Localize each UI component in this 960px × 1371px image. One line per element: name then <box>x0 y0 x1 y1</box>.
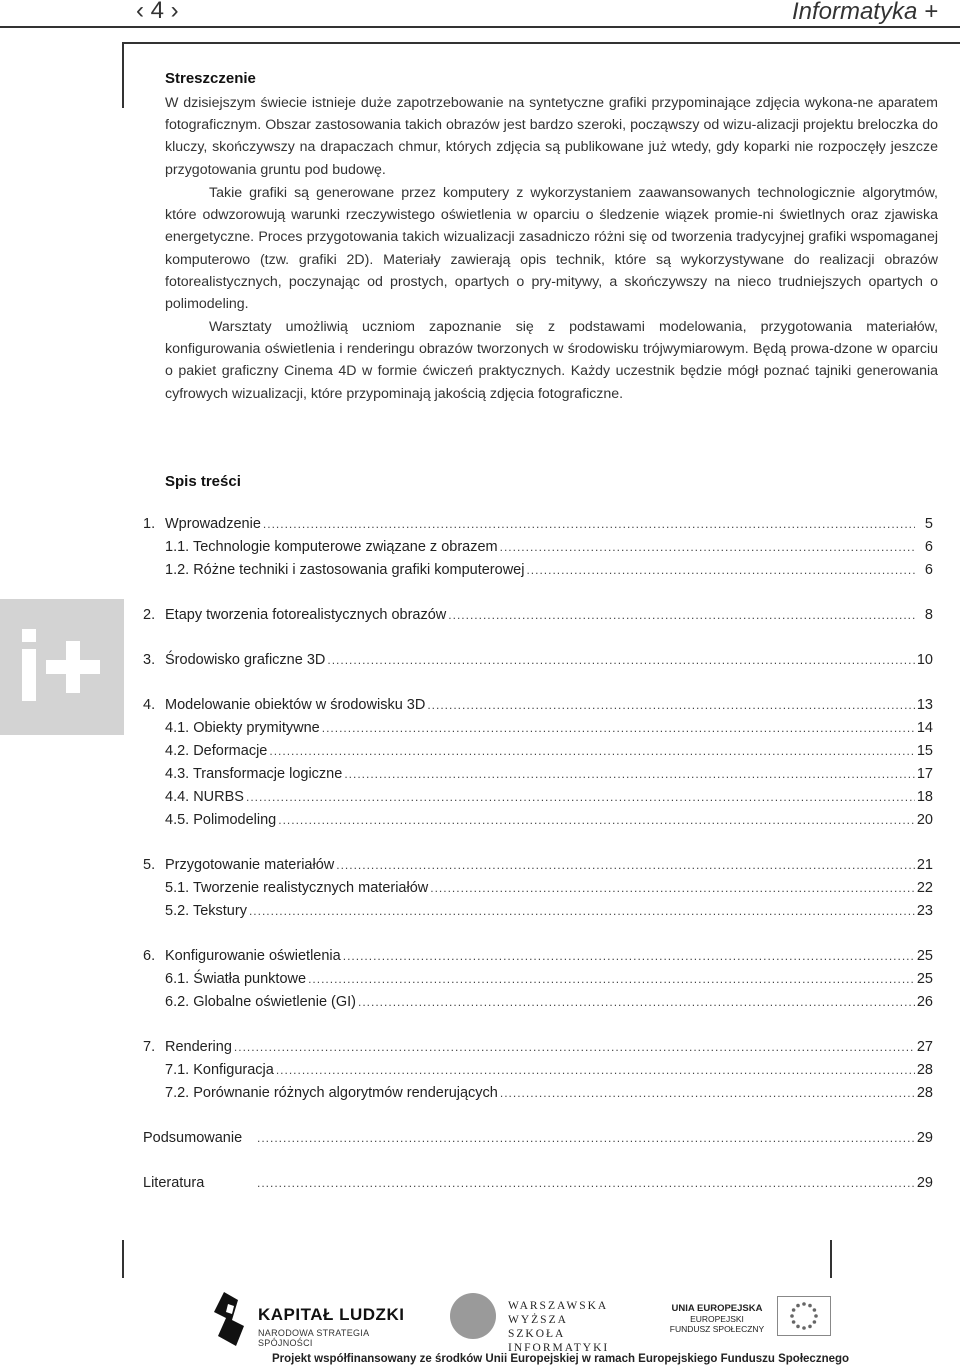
toc-entry-title: Środowisko graficzne 3D <box>165 652 326 668</box>
toc-entry-leader <box>500 540 915 554</box>
toc-entry <box>143 994 933 1016</box>
toc-entry-number: 4. <box>143 697 156 713</box>
kapital-ludzki-mark-icon <box>210 1290 252 1348</box>
toc-entry <box>143 1130 933 1152</box>
footer-logos <box>210 1290 830 1354</box>
wwsi-line-3: INFORMATYKI <box>508 1342 610 1354</box>
toc-entry-leader <box>336 858 915 872</box>
toc-entry-page: 28 <box>916 1062 933 1078</box>
toc-entry-leader <box>249 904 915 918</box>
toc-entry-leader <box>269 744 915 758</box>
footer-rule-right <box>830 1240 832 1278</box>
toc-entry-page: 26 <box>916 994 933 1010</box>
toc-entry <box>143 562 933 584</box>
toc-entry-title: Etapy tworzenia fotorealistycznych obrazów <box>165 607 447 623</box>
wwsi-logo <box>450 1290 610 1354</box>
toc-entry-number: 6. <box>143 948 156 964</box>
toc-entry-title: Literatura <box>143 1175 205 1191</box>
frame-rule-left <box>122 42 124 108</box>
toc-entry-leader <box>308 972 915 986</box>
toc-entry-number: 5. <box>143 857 156 873</box>
toc-entry-leader <box>234 1040 915 1054</box>
side-logo-block <box>0 599 124 735</box>
toc-entry-title: 7.2. Porównanie różnych algorytmów renderujących <box>165 1085 498 1101</box>
toc-entry-leader <box>322 721 915 735</box>
toc-entry-page: 6 <box>924 539 933 555</box>
toc-entry-leader <box>344 767 915 781</box>
toc-entry-leader <box>358 995 915 1009</box>
toc-entry-page: 28 <box>916 1085 933 1101</box>
toc-entry-page: 25 <box>916 948 933 964</box>
toc-entry-page: 15 <box>916 743 933 759</box>
toc-entry <box>143 607 933 629</box>
page-header <box>0 0 960 28</box>
toc-entry <box>143 971 933 993</box>
toc-entry-leader <box>278 813 915 827</box>
toc-entry-page: 14 <box>916 720 933 736</box>
toc-entry <box>143 948 933 970</box>
summary-paragraph-3: Warsztaty umożliwią uczniom zapoznanie się z podstawami modelowania, przygotowania materiałów, konfigurowania oświetlenia i renderingu obrazów tworzonych w środowisku trójwymiarowym. Będą prowa-dzone w oparciu o pakiet graficzny Cinema 4D w formie ćwiczeń praktycznych. Każdy uczestnik będzie mógł poznać tajniki generowania cyfrowych wizualizacji, które przypominają jakością zdjęcia fotograficzne. <box>165 319 938 402</box>
toc-entry-title: 5.1. Tworzenie realistycznych materiałów <box>165 880 429 896</box>
toc-entry-page: 29 <box>916 1175 933 1191</box>
toc-entry-title: 4.3. Transformacje logiczne <box>165 766 343 782</box>
toc-entry <box>143 652 933 674</box>
toc-entry-title: 6.2. Globalne oświetlenie (GI) <box>165 994 357 1010</box>
eu-line-2: EUROPEJSKI <box>690 1314 744 1324</box>
toc-entry-page: 18 <box>916 789 933 805</box>
kapital-ludzki-logo <box>210 1290 420 1350</box>
toc-entry-leader <box>257 1131 915 1145</box>
footer-caption: Projekt współfinansowany ze środków Unii Europejskiej w ramach Europejskiego Funduszu Społecznego <box>272 1353 850 1365</box>
eu-logo <box>665 1296 835 1346</box>
wwsi-line-2: WYŻSZA SZKOŁA <box>508 1314 568 1340</box>
toc-entry <box>143 903 933 925</box>
wwsi-line-1: WARSZAWSKA <box>508 1300 609 1312</box>
toc-entry-leader <box>246 790 915 804</box>
toc-entry-title: Rendering <box>165 1039 232 1055</box>
toc-entry <box>143 1039 933 1061</box>
summary-title: Streszczenie <box>165 70 256 87</box>
toc-entry-leader <box>427 698 915 712</box>
summary-paragraph-2: Takie grafiki są generowane przez komputery z wykorzystaniem zaawansowanych technologicznie algorytmów, które odwzorowują warunki rzeczywistego oświetlenia w oparciu o śledzenie wiązek promie-ni świetlnych oraz zjawiska energetyczne. Proces przygotowania takich wizualizacji zasadniczo różni się od tworzenia tradycyjnej grafiki wspomaganej komputerowo (tzw. grafiki 2D). Materiały zawierają opis technik, które są wykorzystywane do realizacji obrazów fotorealistycznych, poczynając od prostych, opartych o pry-mitywy, a skończywszy na nieco trudniejszych opartych o polimodeling. <box>165 185 938 313</box>
toc-entry-title: 4.4. NURBS <box>165 789 244 805</box>
toc-entry-leader <box>448 608 915 622</box>
toc-entry <box>143 880 933 902</box>
toc-entry-leader <box>257 1176 915 1190</box>
toc-entry-page: 25 <box>916 971 933 987</box>
toc-entry <box>143 720 933 742</box>
eu-line-3: FUNDUSZ SPOŁECZNY <box>669 1324 765 1334</box>
toc-entry-page: 23 <box>916 903 933 919</box>
footer-rule-left <box>122 1240 124 1278</box>
summary-paragraph-1: W dzisiejszym świecie istnieje duże zapotrzebowanie na syntetyczne grafiki przypominające zdjęcia wykona-ne aparatem fotograficznym. Obszar zastosowania takich obrazów jest bardzo szeroki, począwszy od wizu-alizacji projektu breloczka do kluczy, skończywszy na drapaczach chmur, których zdjęcia są publikowane już wtedy, gdy koparki nie rozpoczęły jeszcze przygotowania gruntu pod budowę. <box>165 95 938 178</box>
eu-flag-icon <box>777 1296 831 1336</box>
toc-entry <box>143 1062 933 1084</box>
toc-entry-page: 27 <box>916 1039 933 1055</box>
toc-entry-leader <box>500 1086 915 1100</box>
toc-entry <box>143 539 933 561</box>
toc-entry-number: 1. <box>143 516 156 532</box>
toc-entry-page: 6 <box>924 562 933 578</box>
toc-title: Spis treści <box>165 473 241 490</box>
toc-entry-page: 20 <box>916 812 933 828</box>
toc-entry-number: 3. <box>143 652 156 668</box>
toc-entry <box>143 812 933 834</box>
toc-entry-number: 2. <box>143 607 156 623</box>
toc-entry-page: 8 <box>924 607 933 623</box>
toc-entry-page: 29 <box>916 1130 933 1146</box>
toc-entry <box>143 697 933 719</box>
toc-entry-title: 1.1. Technologie komputerowe związane z obrazem <box>165 539 498 555</box>
toc-entry-leader <box>343 949 915 963</box>
toc-entry-title: Podsumowanie <box>143 1130 243 1146</box>
toc-entry <box>143 789 933 811</box>
toc-entry-leader <box>526 563 915 577</box>
wwsi-crest-icon <box>450 1293 496 1339</box>
toc-entry-title: Wprowadzenie <box>165 516 261 532</box>
toc-entry-title: Modelowanie obiektów w środowisku 3D <box>165 697 426 713</box>
toc-entry-title: 6.1. Światła punktowe <box>165 971 307 987</box>
kapital-ludzki-sub: NARODOWA STRATEGIA SPÓJNOŚCI <box>258 1328 369 1348</box>
toc-entry <box>143 1175 933 1197</box>
toc-entry-title: 4.5. Polimodeling <box>165 812 277 828</box>
toc-entry-page: 21 <box>916 857 933 873</box>
toc-entry-title: 5.2. Tekstury <box>165 903 247 919</box>
toc-entry-leader <box>263 517 915 531</box>
series-title: Informatyka + <box>791 0 938 25</box>
frame-rule-top <box>122 42 960 44</box>
kapital-ludzki-name: KAPITAŁ LUDZKI <box>258 1305 405 1324</box>
toc-entry <box>143 516 933 538</box>
toc-entry-number: 7. <box>143 1039 156 1055</box>
toc-entry-title: 4.1. Obiekty prymitywne <box>165 720 320 736</box>
toc-entry-page: 10 <box>916 652 933 668</box>
toc-entry-title: 7.1. Konfiguracja <box>165 1062 274 1078</box>
toc-entry-title: 4.2. Deformacje <box>165 743 268 759</box>
toc-entry-title: 1.2. Różne techniki i zastosowania grafiki komputerowej <box>165 562 525 578</box>
toc-entry-title: Konfigurowanie oświetlenia <box>165 948 341 964</box>
toc-entry-leader <box>327 653 914 667</box>
toc-entry <box>143 743 933 765</box>
toc-entry-leader <box>430 881 915 895</box>
toc-entry-title: Przygotowanie materiałów <box>165 857 335 873</box>
toc-entry-page: 22 <box>916 880 933 896</box>
toc-entry-leader <box>276 1063 915 1077</box>
toc-entry-page: 17 <box>916 766 933 782</box>
toc-entry <box>143 766 933 788</box>
toc-entry <box>143 857 933 879</box>
eu-line-1: UNIA EUROPEJSKA <box>671 1303 763 1314</box>
toc-entry-page: 5 <box>924 516 933 532</box>
page-number: ‹ 4 › <box>136 0 179 24</box>
toc-entry <box>143 1085 933 1107</box>
toc-entry-page: 13 <box>916 697 933 713</box>
i-plus-logo-icon <box>16 627 108 707</box>
